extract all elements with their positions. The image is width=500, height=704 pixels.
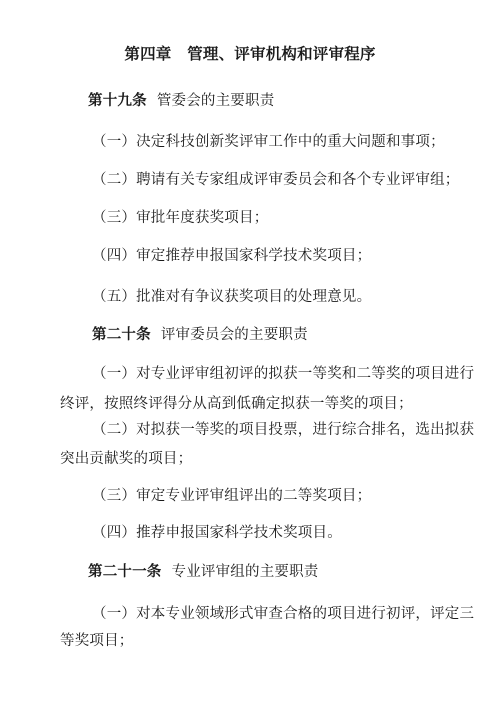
article-title: 评审委员会的主要职责 <box>160 327 308 343</box>
list-item-continuation: 等奖项目； <box>60 633 134 649</box>
article-number: 第十九条 <box>88 93 147 109</box>
list-item: （四）推荐申报国家科学技术奖项目。 <box>92 525 342 541</box>
list-item: （四）审定推荐申报国家科学技术奖项目； <box>92 248 372 264</box>
article-number: 第二十一条 <box>88 564 162 580</box>
article-title: 专业评审组的主要职责 <box>171 564 319 580</box>
list-item: （三）审定专业评审组评出的二等奖项目； <box>92 488 372 504</box>
list-item-continuation: 终评，按照终评得分从高到低确定拟获一等奖的项目； <box>60 396 413 412</box>
article-heading <box>88 562 319 582</box>
article-number: 第二十条 <box>92 327 151 343</box>
list-item: （五）批准对有争议获奖项目的处理意见。 <box>92 289 372 305</box>
list-item: （一）对本专业领域形式审查合格的项目进行初评，评定三 <box>92 606 475 622</box>
list-item: （一）决定科技创新奖评审工作中的重大问题和事项； <box>92 134 445 150</box>
list-item: （一）对专业评审组初评的拟获一等奖和二等奖的项目进行 <box>92 366 475 382</box>
article-title: 管委会的主要职责 <box>156 93 275 109</box>
article-heading <box>92 325 308 345</box>
list-item: （三）审批年度获奖项目； <box>92 210 269 226</box>
article-heading <box>88 91 274 111</box>
list-item: （二）对拟获一等奖的项目投票，进行综合排名，选出拟获 <box>92 422 475 438</box>
chapter-title: 第四章 管理、评审机构和评审程序 <box>124 45 376 63</box>
list-item-continuation: 突出贡献奖的项目； <box>60 451 193 467</box>
list-item: （二）聘请有关专家组成评审委员会和各个专业评审组； <box>92 172 460 188</box>
